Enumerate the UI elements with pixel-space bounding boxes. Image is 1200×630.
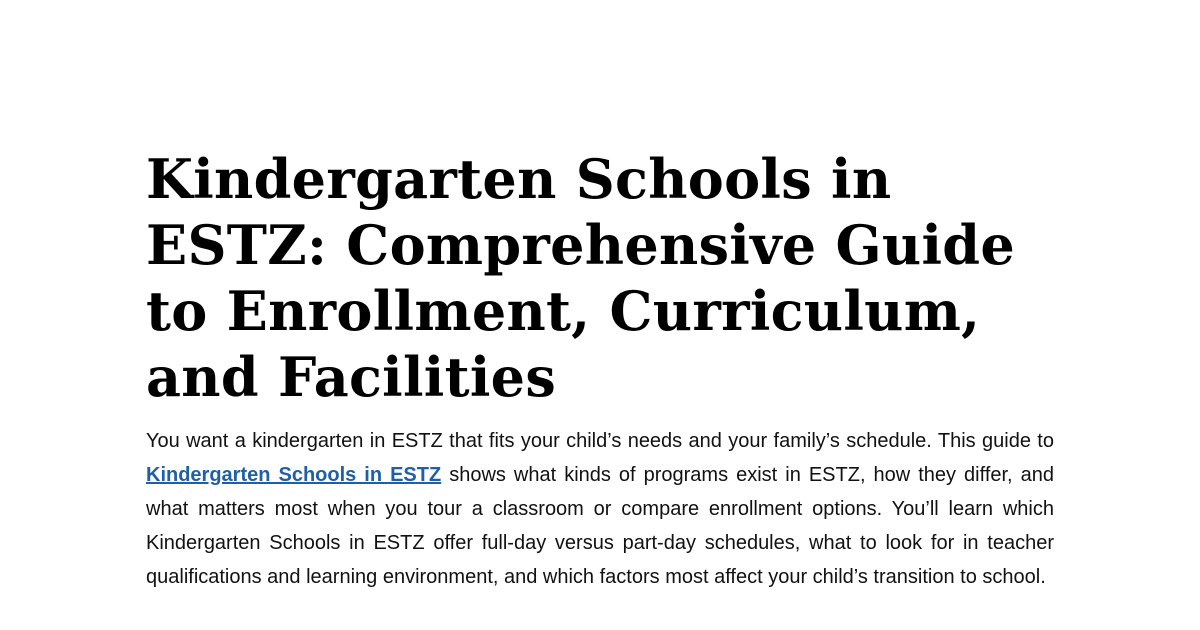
intro-text-before-link: You want a kindergarten in ESTZ that fits your child’s needs and your family’s schedule. This guide to (146, 430, 1054, 452)
kindergarten-schools-link[interactable]: Kindergarten Schools in ESTZ (146, 464, 442, 486)
article (146, 146, 1054, 594)
page-title: Kindergarten Schools in ESTZ: Comprehensive Guide to Enrollment, Curriculum, and Facilities (146, 147, 1016, 409)
intro-text-after-link: shows what kinds of programs exist in ESTZ, how they differ, and what matters most when you tour a classroom or compare enrollment options. You’ll learn which Kindergarten Schools in ESTZ offer full-day versus part-day schedules, what to look for in teacher qualifications and learning environment, and which factors most affect your child’s transition to school. (146, 464, 1054, 588)
intro-paragraph (146, 424, 1054, 594)
